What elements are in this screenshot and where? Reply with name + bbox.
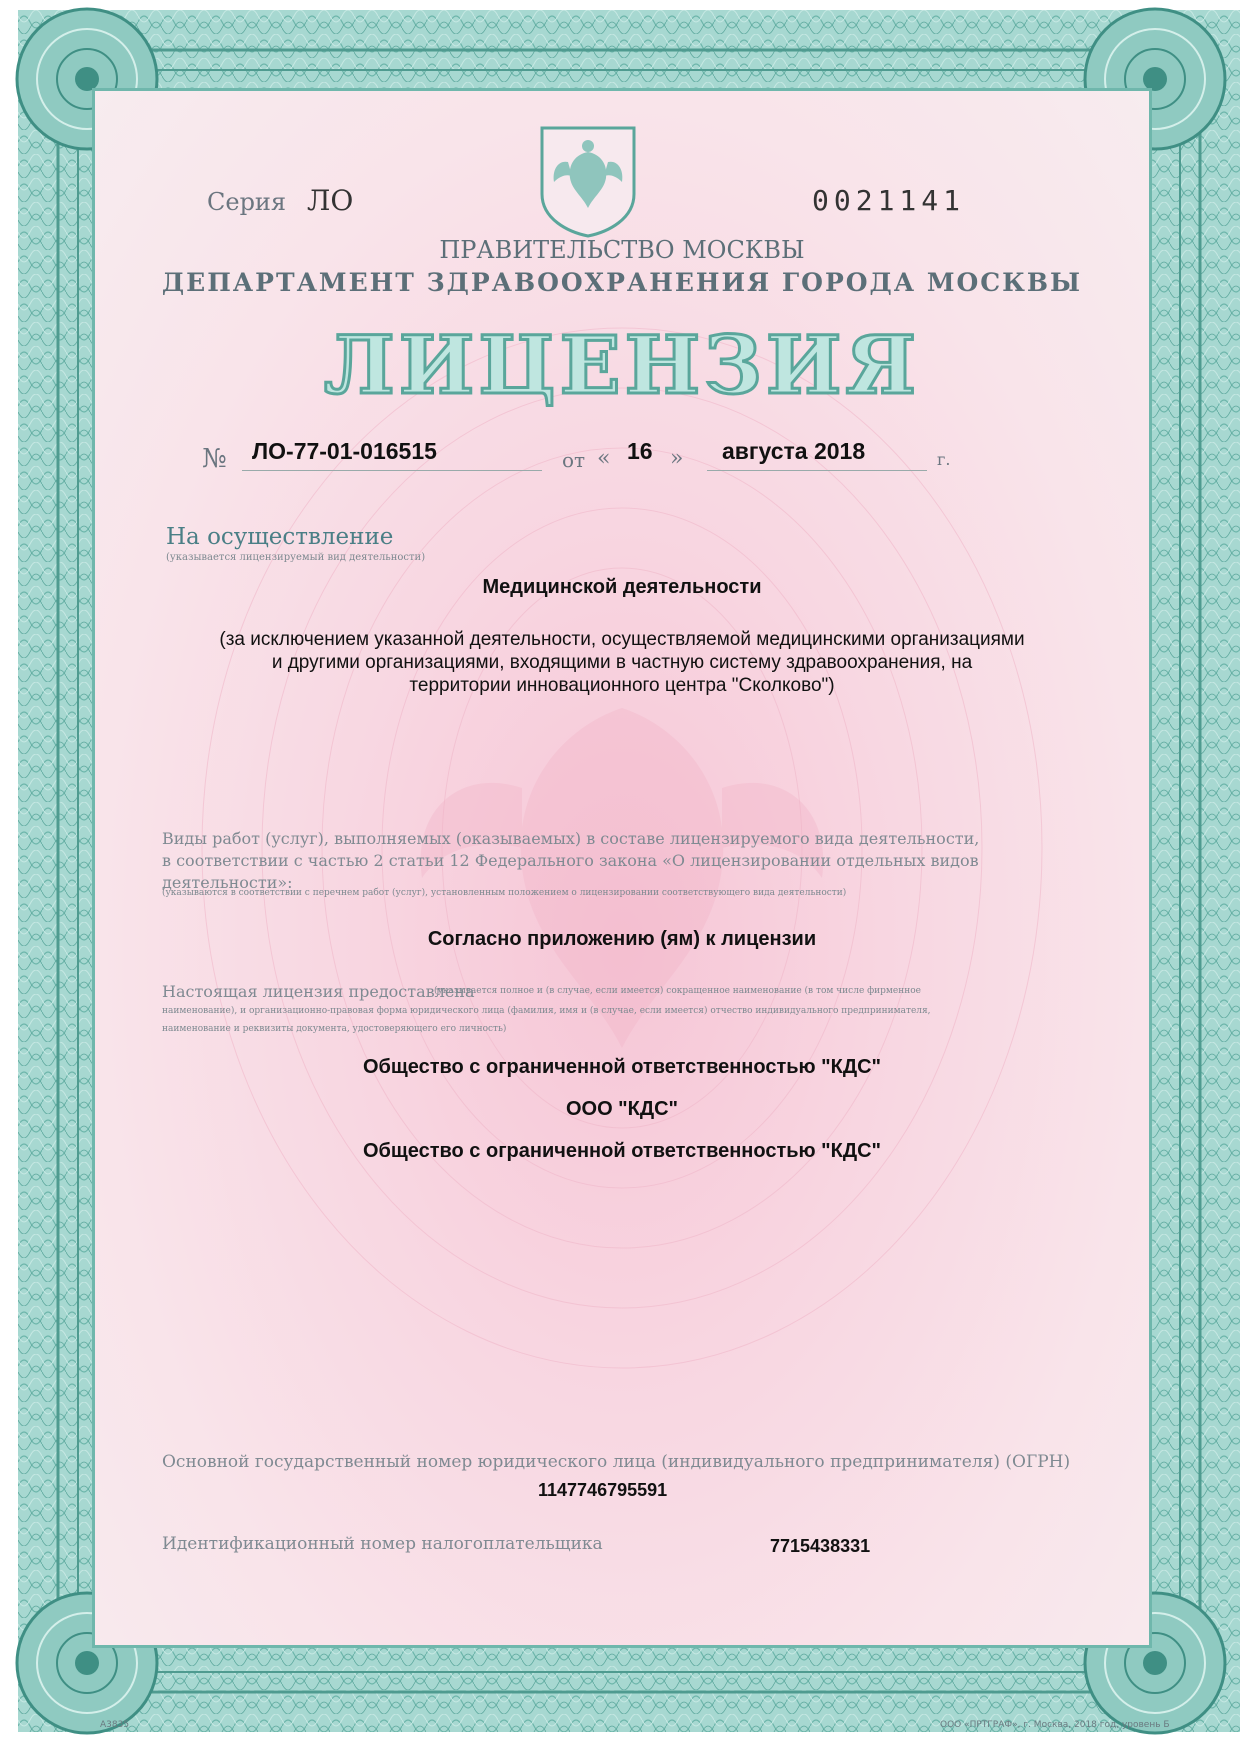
date-underline (707, 470, 927, 471)
footer-code: А3835 (100, 1720, 130, 1730)
ogrn-value: 1147746795591 (538, 1480, 668, 1500)
quote-open: « (597, 446, 611, 471)
inn-label: Идентификационный номер налогоплательщика (162, 1534, 603, 1554)
activity-details (92, 628, 1152, 697)
quote-close: » (670, 446, 684, 471)
from-label: от (562, 448, 586, 472)
inn-value: 7715438331 (770, 1536, 871, 1556)
activity-details-line: и другими организациями, входящими в частную систему здравоохранения, на (271, 652, 973, 673)
works-text (162, 828, 1092, 894)
certificate-paper (92, 88, 1152, 1648)
works-hint: (указываются в соответствии с перечнем работ (услуг), установленным положением о лицензировании соответствующего вида деятельности) (162, 888, 847, 898)
licensee-brand-name: Общество с ограниченной ответственностью "КДС" (362, 1140, 882, 1162)
licensee-hint-line: наименование и реквизиты документа, удостоверяющего его личность) (162, 1024, 507, 1034)
licensee-hint-line: наименование), и организационно-правовая форма юридического лица (фамилия, имя и (в случае, если имеется) отчество индивидуального предпринимателя, (162, 1006, 931, 1016)
coat-of-arms-icon (538, 124, 638, 239)
ogrn-label: Основной государственный номер юридического лица (индивидуального предпринимателя) (ОГРН) (162, 1452, 1071, 1472)
blank-number: 0021141 (812, 184, 966, 217)
government-title: ПРАВИТЕЛЬСТВО МОСКВЫ (439, 236, 805, 264)
year-suffix: г. (937, 450, 951, 469)
licensee-full-name: Общество с ограниченной ответственностью "КДС" (362, 1056, 882, 1078)
license-month-year: августа 2018 (722, 438, 866, 464)
series-value: ЛО (307, 184, 354, 217)
works-text-line: Виды работ (услуг), выполняемых (оказываемых) в составе лицензируемого вида деятельности, (162, 829, 980, 848)
series-label: Серия (207, 188, 287, 216)
activity-details-line: (за исключением указанной деятельности, осуществляемой медицинскими организациями (219, 629, 1025, 650)
activity-name: Медицинской деятельности (482, 576, 762, 598)
activity-label: На осуществление (166, 524, 394, 550)
licensee-hint-line: (указывается полное и (в случае, если имеется) сокращенное наименование (в том числе фирменное (434, 986, 921, 996)
license-day: 16 (627, 438, 653, 464)
footer-printer: ООО «ПРТГРАФ», г. Москва, 2018 год, уровень Б (940, 1720, 1170, 1730)
department-title: ДЕПАРТАМЕНТ ЗДРАВООХРАНЕНИЯ ГОРОДА МОСКВЫ (161, 268, 1083, 297)
activity-details-line: территории инновационного центра "Сколково") (409, 675, 835, 696)
number-underline (242, 470, 542, 471)
licensee-intro: Настоящая лицензия предоставлена (162, 982, 475, 1001)
document-title: ЛИЦЕНЗИЯ (323, 318, 921, 412)
works-value: Согласно приложению (ям) к лицензии (427, 928, 817, 950)
license-number: ЛО-77-01-016515 (252, 438, 437, 464)
number-label: № (202, 444, 227, 474)
activity-hint: (указывается лицензируемый вид деятельности) (166, 552, 426, 563)
works-text-line: в соответствии с частью 2 статьи 12 Федерального закона «О лицензировании отдельных видов деятельности»: (162, 851, 979, 892)
licensee-short-name: ООО "КДС" (565, 1098, 679, 1120)
